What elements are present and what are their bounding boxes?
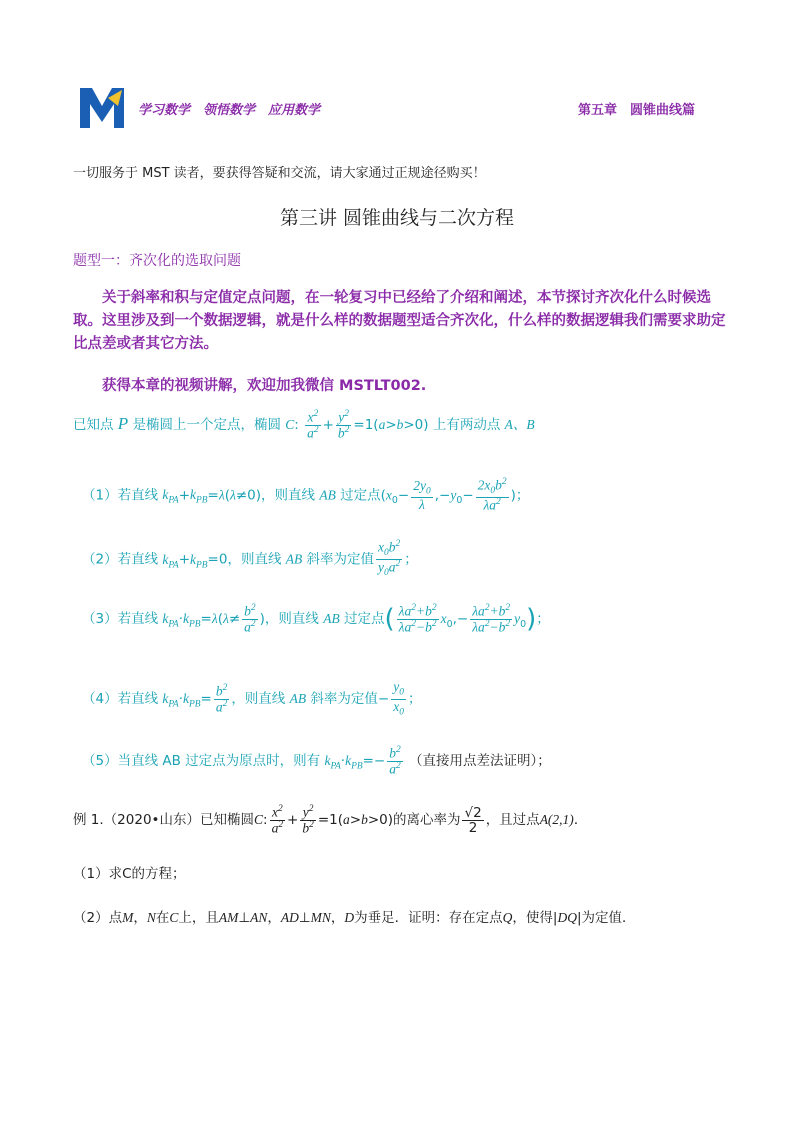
list-item: （3）若直线 $k_{PA}\cdot k_{PB}=\lambda(\lambda\ne$ $\frac{b^2}{a^2}$ )，则直线 AB 过定点( $\frac{\lambda a^2+b^2}{\lambda a^2-b^2}$ $x_0,-$ $\frac{\lambda a^2+b^2}{\lambda a^2-b^2}$ $y_0$)； — [82, 603, 550, 635]
list-item: （4）若直线 $k_{PA}\cdot k_{PB}=$ $\frac{b^2}{a^2}$ ，则直线 AB 斜率为定值− $\frac{y_0}{x_0}$ ； — [82, 679, 422, 718]
header-slogan: 学习数学 领悟数学 应用数学 — [138, 103, 321, 118]
video-line: 获得本章的视频讲解，欢迎加我微信 MSTLT002. — [102, 378, 427, 394]
example-statement: 例 1.（2020•山东）已知椭圆C: $\frac{x^2}{a^2}$ + $\frac{y^2}{b^2}$ =1(a>b>0)的离心率为 $\frac{√2}{2}$ ，且过点A(2,1)． — [73, 804, 588, 836]
notice-text: 一切服务于 MST 读者，要获得答疑和交流，请大家通过正规途径购买！ — [73, 166, 486, 181]
question-1: （1）求C的方程； — [73, 866, 186, 882]
question-2: （2）点M，N在C上，且AM⊥AN，AD⊥MN，D为垂足．证明：存在定点Q，使得|DQ|为定值． — [73, 910, 636, 926]
section-heading: 题型一：齐次化的选取问题 — [73, 253, 241, 269]
list-item: （5）当直线 AB 过定点为原点时，则有 $k_{PA}\cdot k_{PB}=-$ $\frac{b^2}{a^2}$ （直接用点差法证明）； — [82, 745, 551, 777]
lemma-statement: 已知点 P 是椭圆上一个定点，椭圆 C: $\frac{x^2}{a^2}$ + $\frac{y^2}{b^2}$ =1(a>b>0) 上有两动点 A、B — [73, 409, 535, 441]
logo-icon — [78, 84, 126, 130]
list-item: （1）若直线 $k_{PA}+k_{PB}=\lambda(\lambda\ne 0)$，则直线 AB 过定点($x_0-$ $\frac{2y_0}{\lambda}$ $,-y_0-$ $\frac{2x_0b^2}{\lambda a^2}$ )； — [82, 477, 530, 513]
intro-paragraph: 关于斜率和积与定值定点问题，在一轮复习中已经给了介绍和阐述，本节探讨齐次化什么时候选取。这里涉及到一个数据逻辑，就是什么样的数据题型适合齐次化，什么样的数据逻辑我们需要求助定比点差或者其它方法。 — [73, 290, 726, 352]
logo — [78, 84, 126, 130]
page-title: 第三讲 圆锥曲线与二次方程 — [279, 207, 515, 229]
list-item: （2）若直线 $k_{PA}+k_{PB}=0$，则直线 AB 斜率为定值 $\frac{x_0b^2}{y_0a^2}$ ； — [82, 539, 418, 579]
header-chapter: 第五章 圆锥曲线篇 — [578, 103, 696, 118]
